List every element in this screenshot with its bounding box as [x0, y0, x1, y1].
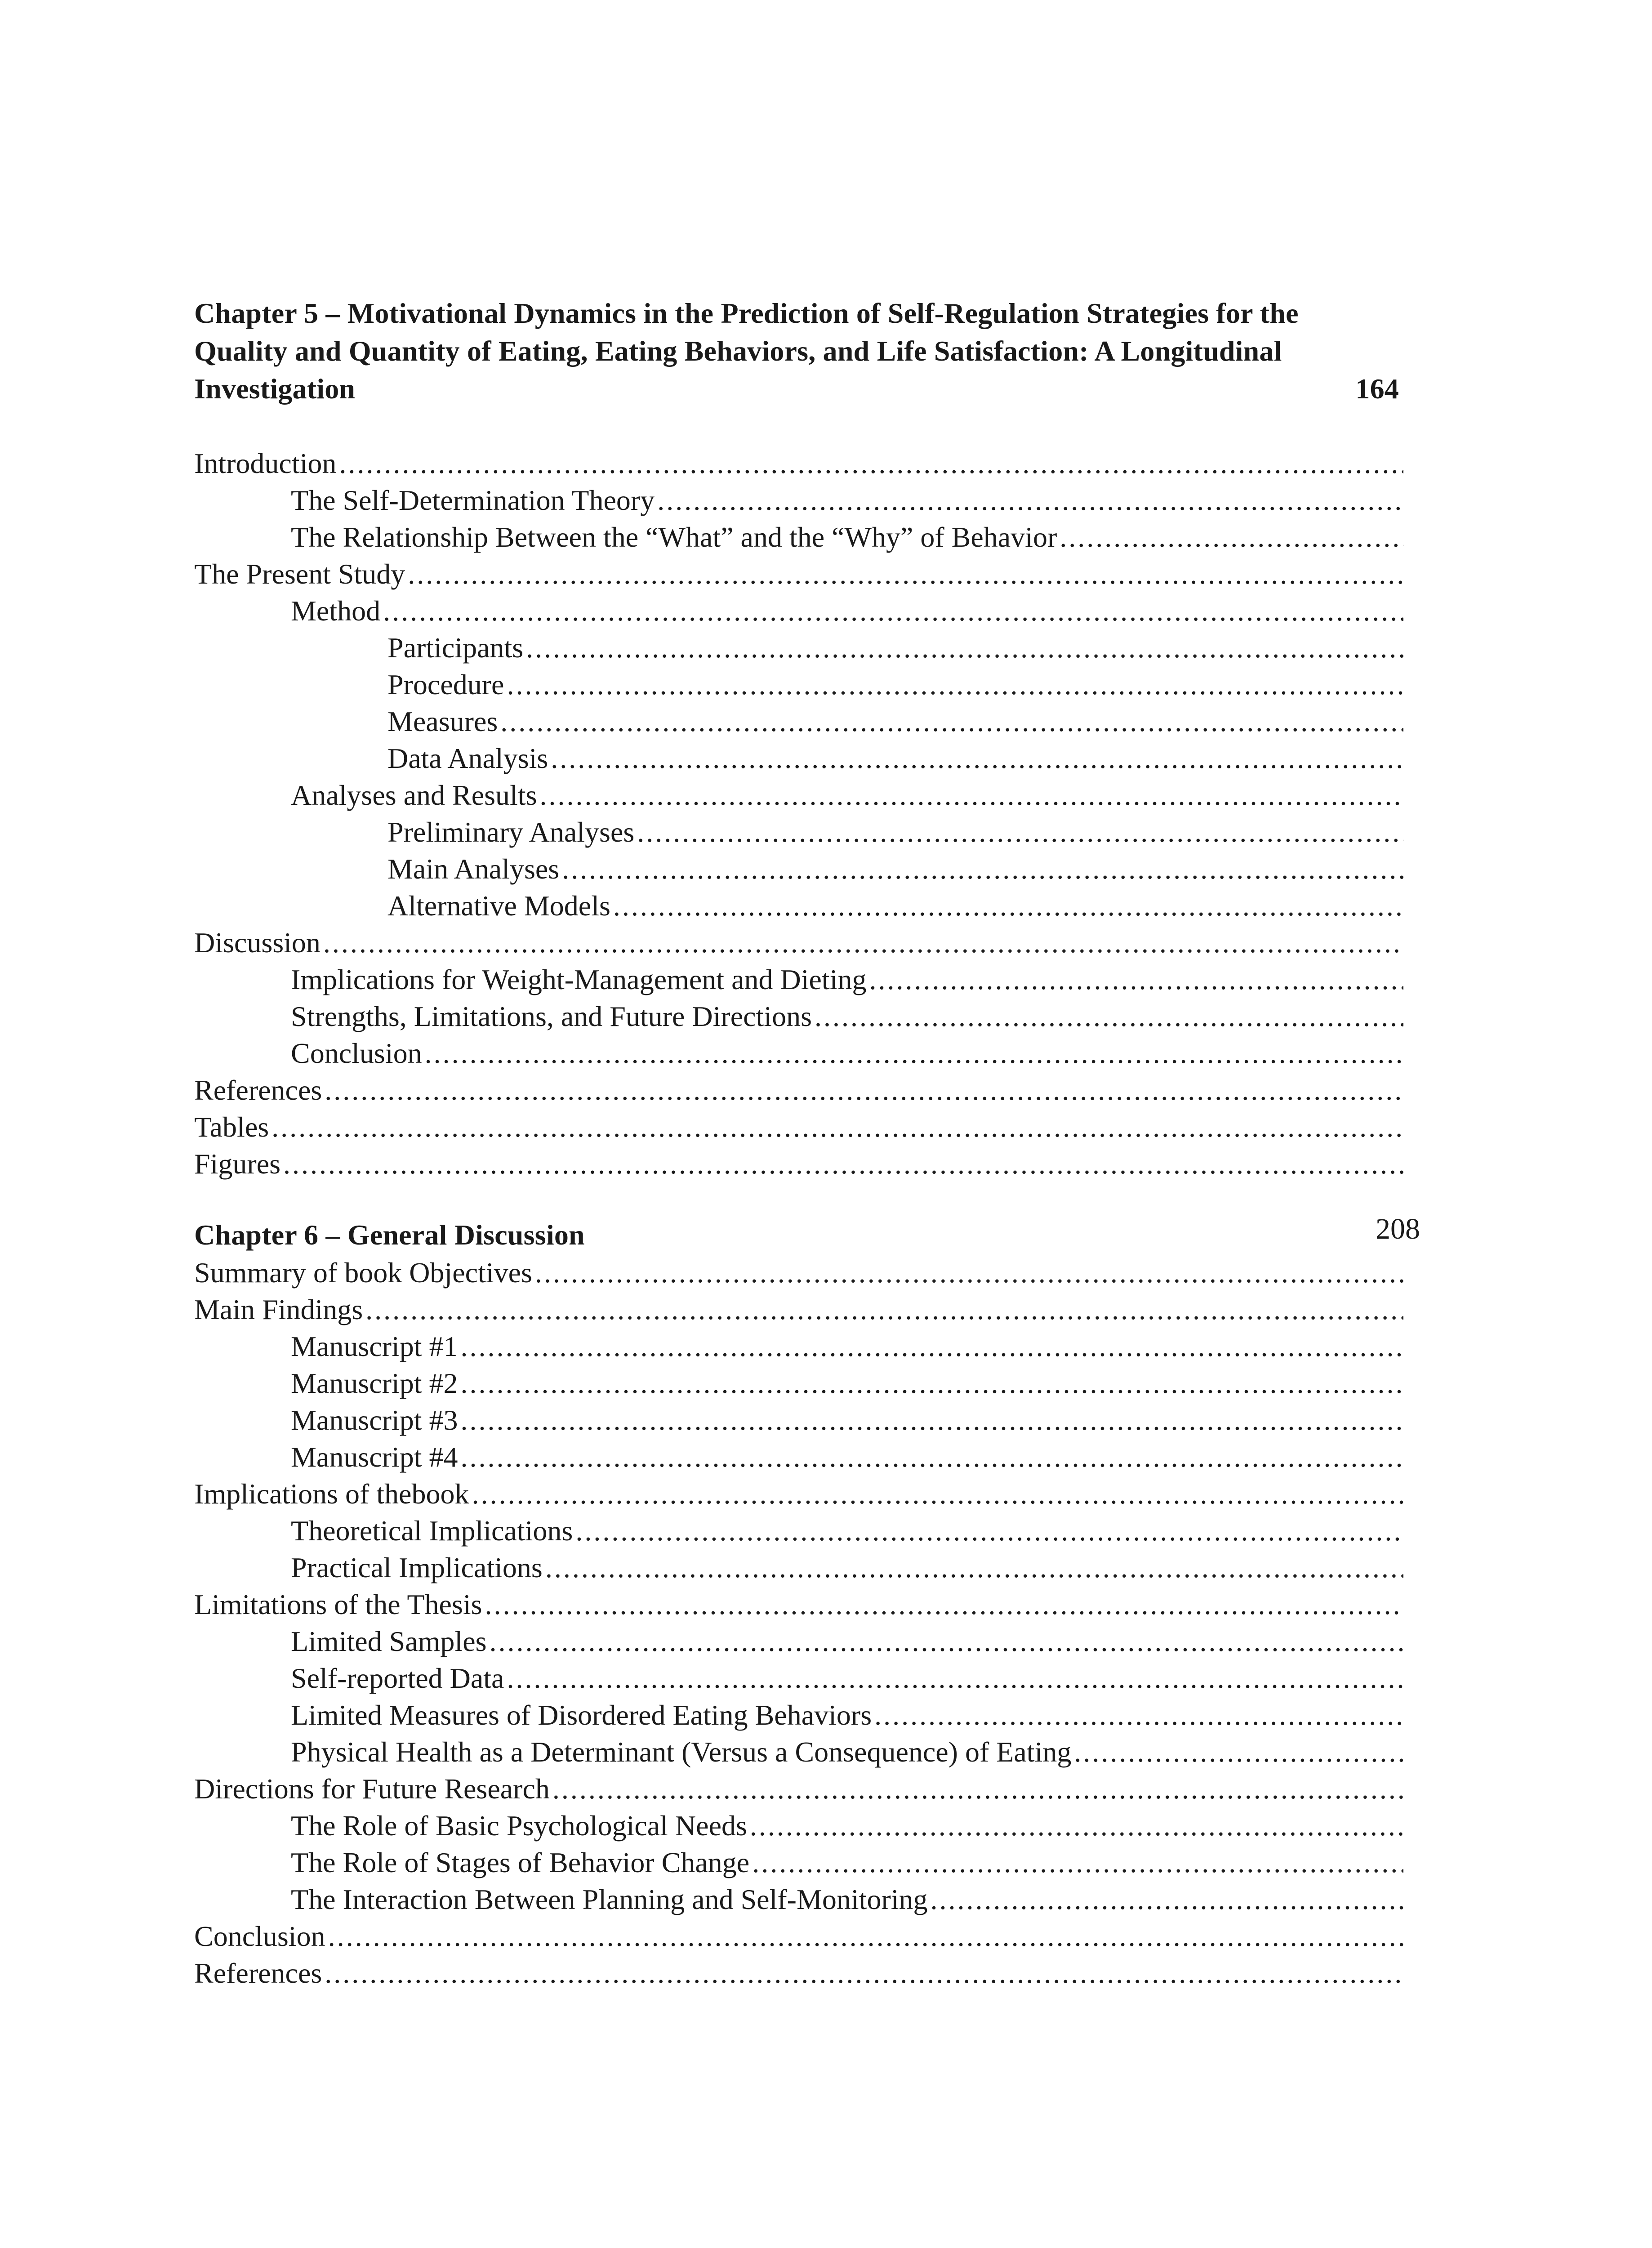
dot-leader: [1074, 1734, 1403, 1771]
toc-entry-label: Implications of thebook: [194, 1478, 469, 1510]
toc-entry-label: Directions for Future Research: [194, 1773, 550, 1805]
dot-leader: [815, 998, 1403, 1035]
chapter-5-title-line: Investigation: [194, 373, 356, 405]
chapter-5-title-line: Quality and Quantity of Eating, Eating Behaviors, and Life Satisfaction: A Longitudinal: [194, 335, 1282, 367]
dot-leader: [472, 1476, 1403, 1512]
toc-entry: [194, 1623, 1403, 1660]
toc-entry-label: Data Analysis: [387, 742, 548, 774]
toc-entry: [194, 1734, 1403, 1771]
toc-entry-label: Method: [291, 595, 381, 627]
dot-leader: [325, 1955, 1403, 1992]
toc-entry-label: Manuscript #2: [291, 1367, 458, 1399]
toc-entry-label: The Role of Basic Psychological Needs: [291, 1810, 747, 1842]
toc-entry: [194, 1844, 1403, 1881]
toc-entry: [194, 1439, 1403, 1476]
dot-leader: [461, 1402, 1404, 1439]
toc-entry-label: Tables: [194, 1111, 269, 1143]
toc-entry-label: Analyses and Results: [291, 779, 537, 811]
dot-leader: [425, 1035, 1403, 1072]
chapter-5-toc-list: [194, 445, 1403, 1182]
toc-entry: [194, 998, 1403, 1035]
toc-entry-label: The Interaction Between Planning and Self-Monitoring: [291, 1883, 928, 1915]
toc-entry: [194, 1328, 1403, 1365]
dot-leader: [490, 1623, 1404, 1660]
toc-entry: [194, 1807, 1403, 1844]
dot-leader: [339, 445, 1403, 482]
dot-leader: [613, 888, 1403, 924]
toc-entry-label: Measures: [387, 705, 498, 737]
dot-leader: [365, 1291, 1403, 1328]
dot-leader: [552, 1771, 1403, 1807]
toc-entry: [194, 1402, 1403, 1439]
toc-entry: [194, 1660, 1403, 1697]
dot-leader: [507, 666, 1403, 703]
toc-entry: [194, 629, 1403, 666]
toc-entry: [194, 1072, 1403, 1109]
toc-entry: [194, 1109, 1403, 1146]
dot-leader: [507, 1660, 1403, 1697]
dot-leader: [325, 1072, 1403, 1109]
dot-leader: [283, 1146, 1403, 1182]
dot-leader: [931, 1881, 1403, 1918]
toc-entry: [194, 1512, 1403, 1549]
dot-leader: [461, 1439, 1404, 1476]
dot-leader: [461, 1328, 1404, 1365]
dot-leader: [535, 1254, 1403, 1291]
toc-entry: [194, 814, 1403, 851]
toc-entry: [194, 593, 1403, 629]
toc-entry: [194, 1586, 1403, 1623]
toc-entry-label: Theoretical Implications: [291, 1515, 573, 1547]
toc-entry-label: Conclusion: [194, 1920, 325, 1952]
toc-entry-label: Participants: [387, 632, 524, 664]
toc-entry-label: Summary of book Objectives: [194, 1257, 532, 1289]
toc-entry: [194, 1146, 1403, 1182]
dot-leader: [272, 1109, 1403, 1146]
toc-entry: [194, 1291, 1403, 1328]
toc-entry: [194, 556, 1403, 593]
toc-entry: [194, 1771, 1403, 1807]
toc-entry-label: Main Findings: [194, 1293, 363, 1325]
dot-leader: [869, 961, 1403, 998]
toc-entry: [194, 1955, 1403, 1992]
toc-entry-label: The Present Study: [194, 558, 405, 590]
dot-leader: [540, 777, 1404, 814]
toc-entry-label: Figures: [194, 1148, 281, 1180]
dot-leader: [500, 703, 1403, 740]
toc-entry: [194, 1365, 1403, 1402]
toc-entry: [194, 703, 1403, 740]
toc-entry-label: Implications for Weight-Management and Dieting: [291, 963, 867, 995]
toc-entry-label: Physical Health as a Determinant (Versus a Consequence) of Eating: [291, 1736, 1072, 1768]
toc-entry-label: Manuscript #3: [291, 1404, 458, 1436]
dot-leader: [545, 1549, 1403, 1586]
toc-entry: [194, 924, 1403, 961]
chapter-5-page-number: 164: [1355, 373, 1399, 405]
toc-entry-label: Limitations of the Thesis: [194, 1588, 482, 1620]
toc-entry-label: Self-reported Data: [291, 1662, 504, 1694]
toc-entry-label: Preliminary Analyses: [387, 816, 635, 848]
toc-entry-label: Limited Samples: [291, 1625, 487, 1657]
chapter-6-title: Chapter 6 – General Discussion: [194, 1219, 585, 1251]
dot-leader: [485, 1586, 1403, 1623]
toc-entry-label: Main Analyses: [387, 853, 560, 885]
dot-leader: [328, 1918, 1403, 1955]
dot-leader: [408, 556, 1403, 593]
dot-leader: [562, 851, 1403, 888]
chapter-6-heading: [194, 1216, 1426, 1254]
toc-entry: [194, 740, 1403, 777]
toc-entry-label: Manuscript #1: [291, 1330, 458, 1362]
toc-entry: [194, 1881, 1403, 1918]
chapter-5-heading: [194, 294, 1426, 408]
dot-leader: [461, 1365, 1404, 1402]
chapter-6-toc-list: [194, 1254, 1403, 1992]
chapter-6-page-number: 208: [1376, 1213, 1420, 1245]
toc-entry: [194, 445, 1403, 482]
toc-entry: [194, 777, 1403, 814]
dot-leader: [551, 740, 1403, 777]
toc-entry-label: Alternative Models: [387, 890, 610, 922]
toc-entry-label: References: [194, 1957, 322, 1989]
toc-entry: [194, 1549, 1403, 1586]
dot-leader: [323, 924, 1403, 961]
dot-leader: [874, 1697, 1403, 1734]
toc-entry: [194, 961, 1403, 998]
toc-entry: [194, 482, 1403, 519]
toc-entry: [194, 666, 1403, 703]
toc-entry-label: Procedure: [387, 669, 504, 700]
dot-leader: [383, 593, 1403, 629]
toc-entry-label: Conclusion: [291, 1037, 422, 1069]
toc-entry-label: Discussion: [194, 927, 321, 959]
dot-leader: [575, 1512, 1403, 1549]
dot-leader: [657, 482, 1403, 519]
toc-entry: [194, 1035, 1403, 1072]
dot-leader: [526, 629, 1403, 666]
dot-leader: [637, 814, 1403, 851]
toc-entry-label: The Relationship Between the “What” and the “Why” of Behavior: [291, 521, 1057, 553]
dot-leader: [1060, 519, 1403, 556]
toc-entry: [194, 1697, 1403, 1734]
toc-entry: [194, 888, 1403, 924]
toc-entry: [194, 851, 1403, 888]
toc-entry-label: Limited Measures of Disordered Eating Behaviors: [291, 1699, 872, 1731]
dot-leader: [750, 1807, 1403, 1844]
toc-entry: [194, 1254, 1403, 1291]
toc-entry-label: Strengths, Limitations, and Future Directions: [291, 1000, 812, 1032]
toc-entry-label: Practical Implications: [291, 1552, 543, 1583]
toc-entry-label: Manuscript #4: [291, 1441, 458, 1473]
toc-entry: [194, 1918, 1403, 1955]
chapter-5-title-line: Chapter 5 – Motivational Dynamics in the Prediction of Self-Regulation Strategies for the: [194, 297, 1299, 329]
dot-leader: [752, 1844, 1403, 1881]
toc-entry-label: The Role of Stages of Behavior Change: [291, 1847, 750, 1878]
toc-entry-label: Introduction: [194, 447, 337, 479]
toc-entry-label: References: [194, 1074, 322, 1106]
toc-entry-label: The Self-Determination Theory: [291, 484, 655, 516]
toc-entry: [194, 1476, 1403, 1512]
toc-entry: [194, 519, 1403, 556]
